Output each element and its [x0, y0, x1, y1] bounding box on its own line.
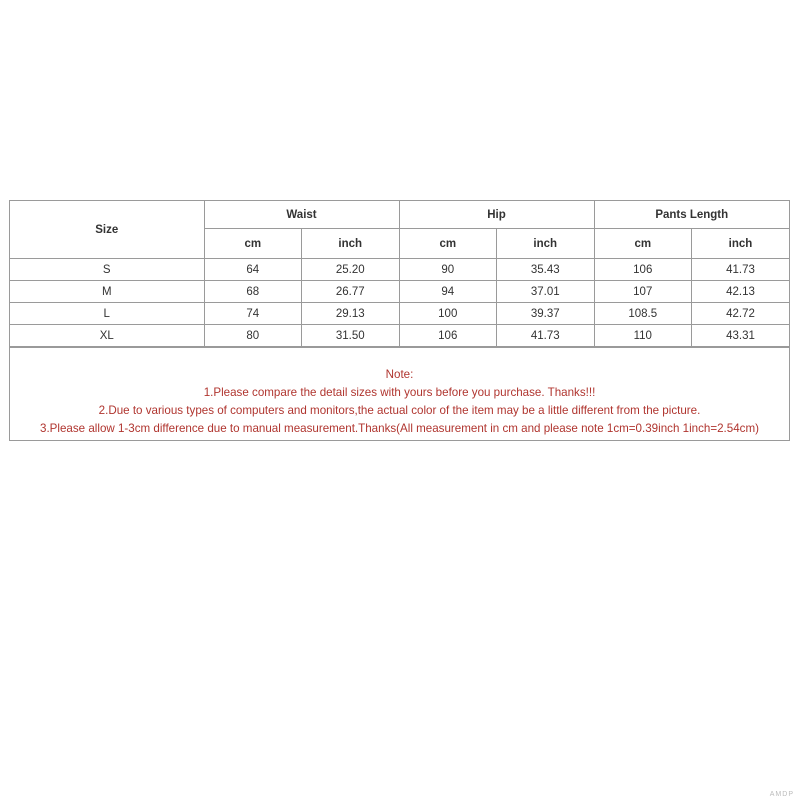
- value-cell: 31.50: [302, 325, 400, 347]
- unit-header: cm: [594, 229, 692, 259]
- value-cell: 39.37: [497, 303, 595, 325]
- value-cell: 29.13: [302, 303, 400, 325]
- value-cell: 42.72: [692, 303, 790, 325]
- unit-header: cm: [204, 229, 302, 259]
- note-line: 1.Please compare the detail sizes with yours before you purchase. Thanks!!!: [203, 386, 596, 399]
- value-cell: 43.31: [692, 325, 790, 347]
- unit-header: inch: [692, 229, 790, 259]
- size-cell: M: [10, 281, 204, 303]
- value-cell: 26.77: [302, 281, 400, 303]
- unit-header: cm: [399, 229, 497, 259]
- size-chart: [9, 200, 790, 441]
- size-cell: XL: [10, 325, 204, 347]
- table-row: [10, 325, 789, 347]
- value-cell: 100: [399, 303, 497, 325]
- value-cell: 108.5: [594, 303, 692, 325]
- value-cell: 41.73: [497, 325, 595, 347]
- value-cell: 106: [399, 325, 497, 347]
- value-cell: 110: [594, 325, 692, 347]
- size-column-header: Size: [10, 201, 204, 259]
- value-cell: 37.01: [497, 281, 595, 303]
- pants-length-group-header: Pants Length: [594, 201, 789, 229]
- value-cell: 64: [204, 259, 302, 281]
- value-cell: 107: [594, 281, 692, 303]
- unit-header: inch: [497, 229, 595, 259]
- value-cell: 42.13: [692, 281, 790, 303]
- size-table: [10, 201, 789, 347]
- unit-header: inch: [302, 229, 400, 259]
- table-row: [10, 259, 789, 281]
- value-cell: 35.43: [497, 259, 595, 281]
- value-cell: 94: [399, 281, 497, 303]
- table-row: [10, 281, 789, 303]
- watermark: AMDP: [769, 791, 794, 798]
- value-cell: 41.73: [692, 259, 790, 281]
- hip-group-header: Hip: [399, 201, 594, 229]
- note-title: Note:: [385, 368, 414, 381]
- value-cell: 74: [204, 303, 302, 325]
- value-cell: 90: [399, 259, 497, 281]
- size-cell: L: [10, 303, 204, 325]
- value-cell: 80: [204, 325, 302, 347]
- note-line: 2.Due to various types of computers and monitors,the actual color of the item may be a little different from the picture.: [98, 404, 701, 417]
- value-cell: 25.20: [302, 259, 400, 281]
- waist-group-header: Waist: [204, 201, 399, 229]
- size-cell: S: [10, 259, 204, 281]
- note-line: 3.Please allow 1-3cm difference due to manual measurement.Thanks(All measurement in cm and please note 1cm=0.39inch 1inch=2.54cm): [40, 422, 759, 435]
- notes-section: [10, 347, 789, 440]
- value-cell: 106: [594, 259, 692, 281]
- value-cell: 68: [204, 281, 302, 303]
- table-row: [10, 303, 789, 325]
